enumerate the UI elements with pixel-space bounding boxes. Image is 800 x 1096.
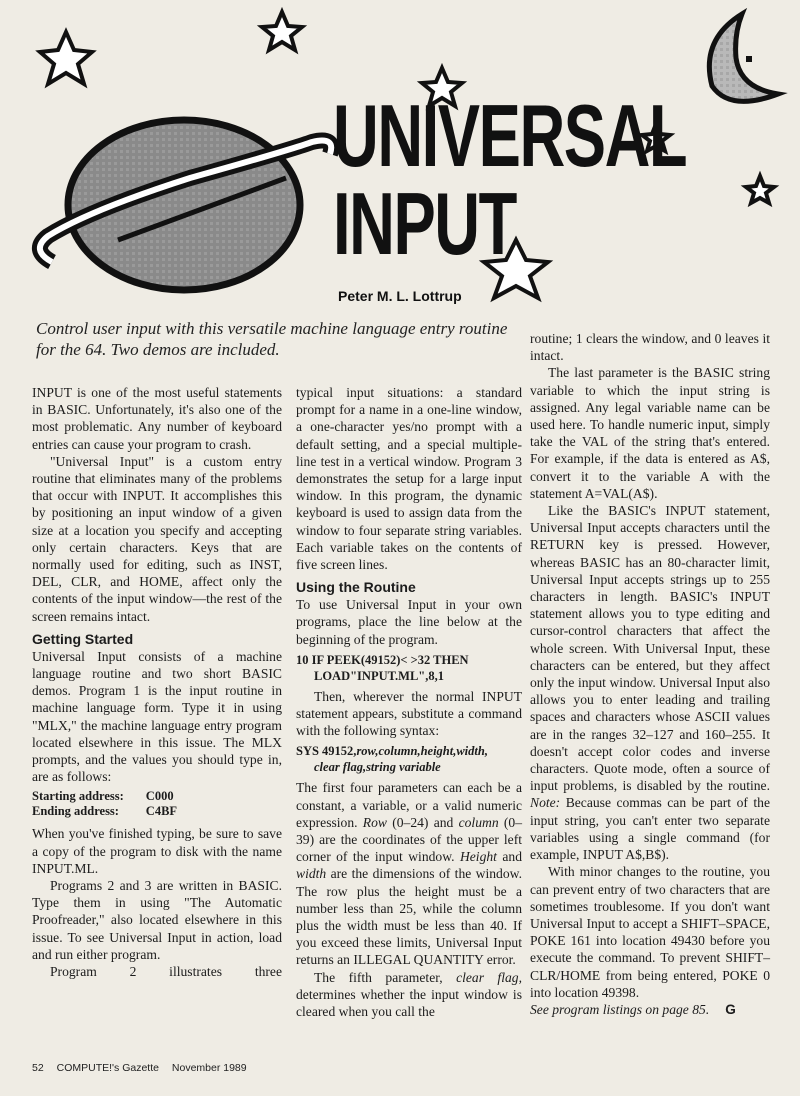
syntax-params: row,column,height,width, — [356, 744, 488, 759]
address-value: C000 — [145, 789, 174, 804]
body-paragraph: The fifth parameter, clear flag, determines whether the input window is cleared when you call the — [296, 969, 522, 1020]
body-paragraph: When you've finished typing, be sure to save a copy of the program to disk with the name INPUT.ML. — [32, 826, 282, 876]
article-title-line1: UNIVERSAL — [333, 86, 687, 185]
magazine-name: COMPUTE!'s Gazette — [56, 1062, 159, 1074]
text-column-2 — [296, 384, 522, 1020]
address-label: Starting address: — [32, 789, 124, 804]
planet-icon — [40, 120, 331, 290]
body-paragraph: The last parameter is the BASIC string variable to which the input string is assigned. Any legal variable name can be used here. To handle numeric input, simply take the VAL of the string that's entered. For example, if the data is entered as A$, convert it to the variable A with the statement A=VAL(A$). — [530, 365, 770, 501]
address-table — [32, 789, 177, 819]
page-number: 52 — [32, 1062, 44, 1074]
star-icon — [262, 12, 302, 50]
crescent-moon-icon — [709, 14, 778, 101]
issue-date: November 1989 — [171, 1062, 247, 1074]
article-byline: Peter M. L. Lottrup — [338, 288, 462, 304]
body-paragraph: INPUT is one of the most useful statements in BASIC. Unfortunately, it's also one of the most problematic. Any number of keyboard entries can cause your program to crash. — [32, 385, 282, 452]
page-footer — [32, 1062, 257, 1074]
address-row — [32, 789, 177, 804]
body-paragraph: Universal Input consists of a machine language routine and two short BASIC demos. Program 1 is the input routine in machine language form. Type it in using "MLX," the machine language entry program located elsewhere in this issue. The MLX prompts, and the values you should type in, are as follows: — [32, 648, 282, 785]
article-title-line2: INPUT — [333, 174, 516, 273]
code-line: 10 IF PEEK(49152)< >32 THEN — [296, 652, 469, 667]
code-listing — [296, 652, 522, 684]
syntax-params: clear flag,string variable — [314, 760, 441, 775]
section-heading: Getting Started — [32, 630, 134, 647]
article-deck: Control user input with this versatile machine language entry routine for the 64. Two demos are included. — [36, 319, 508, 359]
see-listings: See program listings on page 85. G — [530, 1001, 736, 1017]
syntax-command: SYS 49152, — [296, 744, 357, 759]
body-paragraph: With minor changes to the routine, you can prevent entry of two characters that are sometimes troublesome. If you don't want Universal Input to accept a SHIFT–SPACE, POKE 161 into location 49430 before you execute the command. To prevent SHIFT–CLR/HOME from being entered, POKE 0 into location 49398. — [530, 864, 770, 1000]
address-row — [32, 804, 177, 819]
star-icon — [746, 176, 774, 203]
end-mark: G — [725, 1001, 736, 1017]
section-heading: Using the Routine — [296, 579, 416, 596]
body-paragraph: routine; 1 clears the window, and 0 leaves it intact. — [530, 331, 770, 364]
body-paragraph: The first four parameters can each be a constant, a variable, or a valid numeric expression. Row (0–24) and column (0–39) are the coordinates of the upper left corner of the input window. Height and width are the dimensions of the window. The row plus the height must be a number less than 25, while the column plus the width must be less than 40. If you exceed these limits, Universal Input returns an ILLEGAL QUANTITY error. — [296, 780, 522, 968]
star-icon — [40, 32, 92, 84]
text-column-1 — [32, 384, 282, 980]
text-column-3 — [530, 330, 770, 1018]
code-line: LOAD"INPUT.ML",8,1 — [314, 668, 444, 683]
body-paragraph: Program 2 illustrates three — [50, 964, 282, 980]
body-paragraph: "Universal Input" is a custom entry routine that eliminates many of the problems that occur with INPUT. It accomplishes this by positioning an input window of a given size at a location you specify and accepting only certain characters. Keys that are normally used for editing, such as INST, DEL, CLR, and HOME, affect only the contents of the input window—the rest of the screen remains intact. — [32, 453, 282, 624]
syntax-listing — [296, 743, 522, 775]
body-paragraph: Programs 2 and 3 are written in BASIC. Type them in using "The Automatic Proofreader," also located elsewhere in this issue. To see Universal Input in action, load and run either program. — [32, 878, 282, 962]
address-value: C4BF — [145, 804, 178, 819]
body-paragraph: Then, wherever the normal INPUT statement appears, substitute a command with the following syntax: — [296, 688, 522, 739]
body-paragraph: To use Universal Input in your own programs, place the line below at the beginning of the program. — [296, 597, 522, 647]
address-label: Ending address: — [32, 804, 119, 819]
body-paragraph: typical input situations: a standard prompt for a name in a one-line window, a one-character yes/no prompt with a default setting, and a special multiple-line test in a vertical window. Program 3 demonstrates the setup for a large input window. In this program, the dynamic keyboard is used to assign data from the window to four separate string variables. Each variable takes on the contents of five screen lines. — [296, 385, 522, 573]
body-paragraph: Like the BASIC's INPUT statement, Universal Input accepts characters until the RETURN key is pressed. However, whereas BASIC has an 80-character limit, Universal Input accepts strings up to 255 characters in length. BASIC's INPUT statement allows you to type editing and cursor-control characters that affect the whole screen. With Universal Input, these characters can be entered, but they affect only the input window. Universal Input also allows you to enter leading and trailing spaces and characters whose ASCII values are in the ranges 32–127 and 160–255. It doesn't accept color codes and inverse characters. Quote mode, often a source of input problems, is disabled by the routine. Note: Because commas can be part of the input string, you can't enter two separate variables using a single command (for example, INPUT A$,B$). — [530, 503, 770, 863]
